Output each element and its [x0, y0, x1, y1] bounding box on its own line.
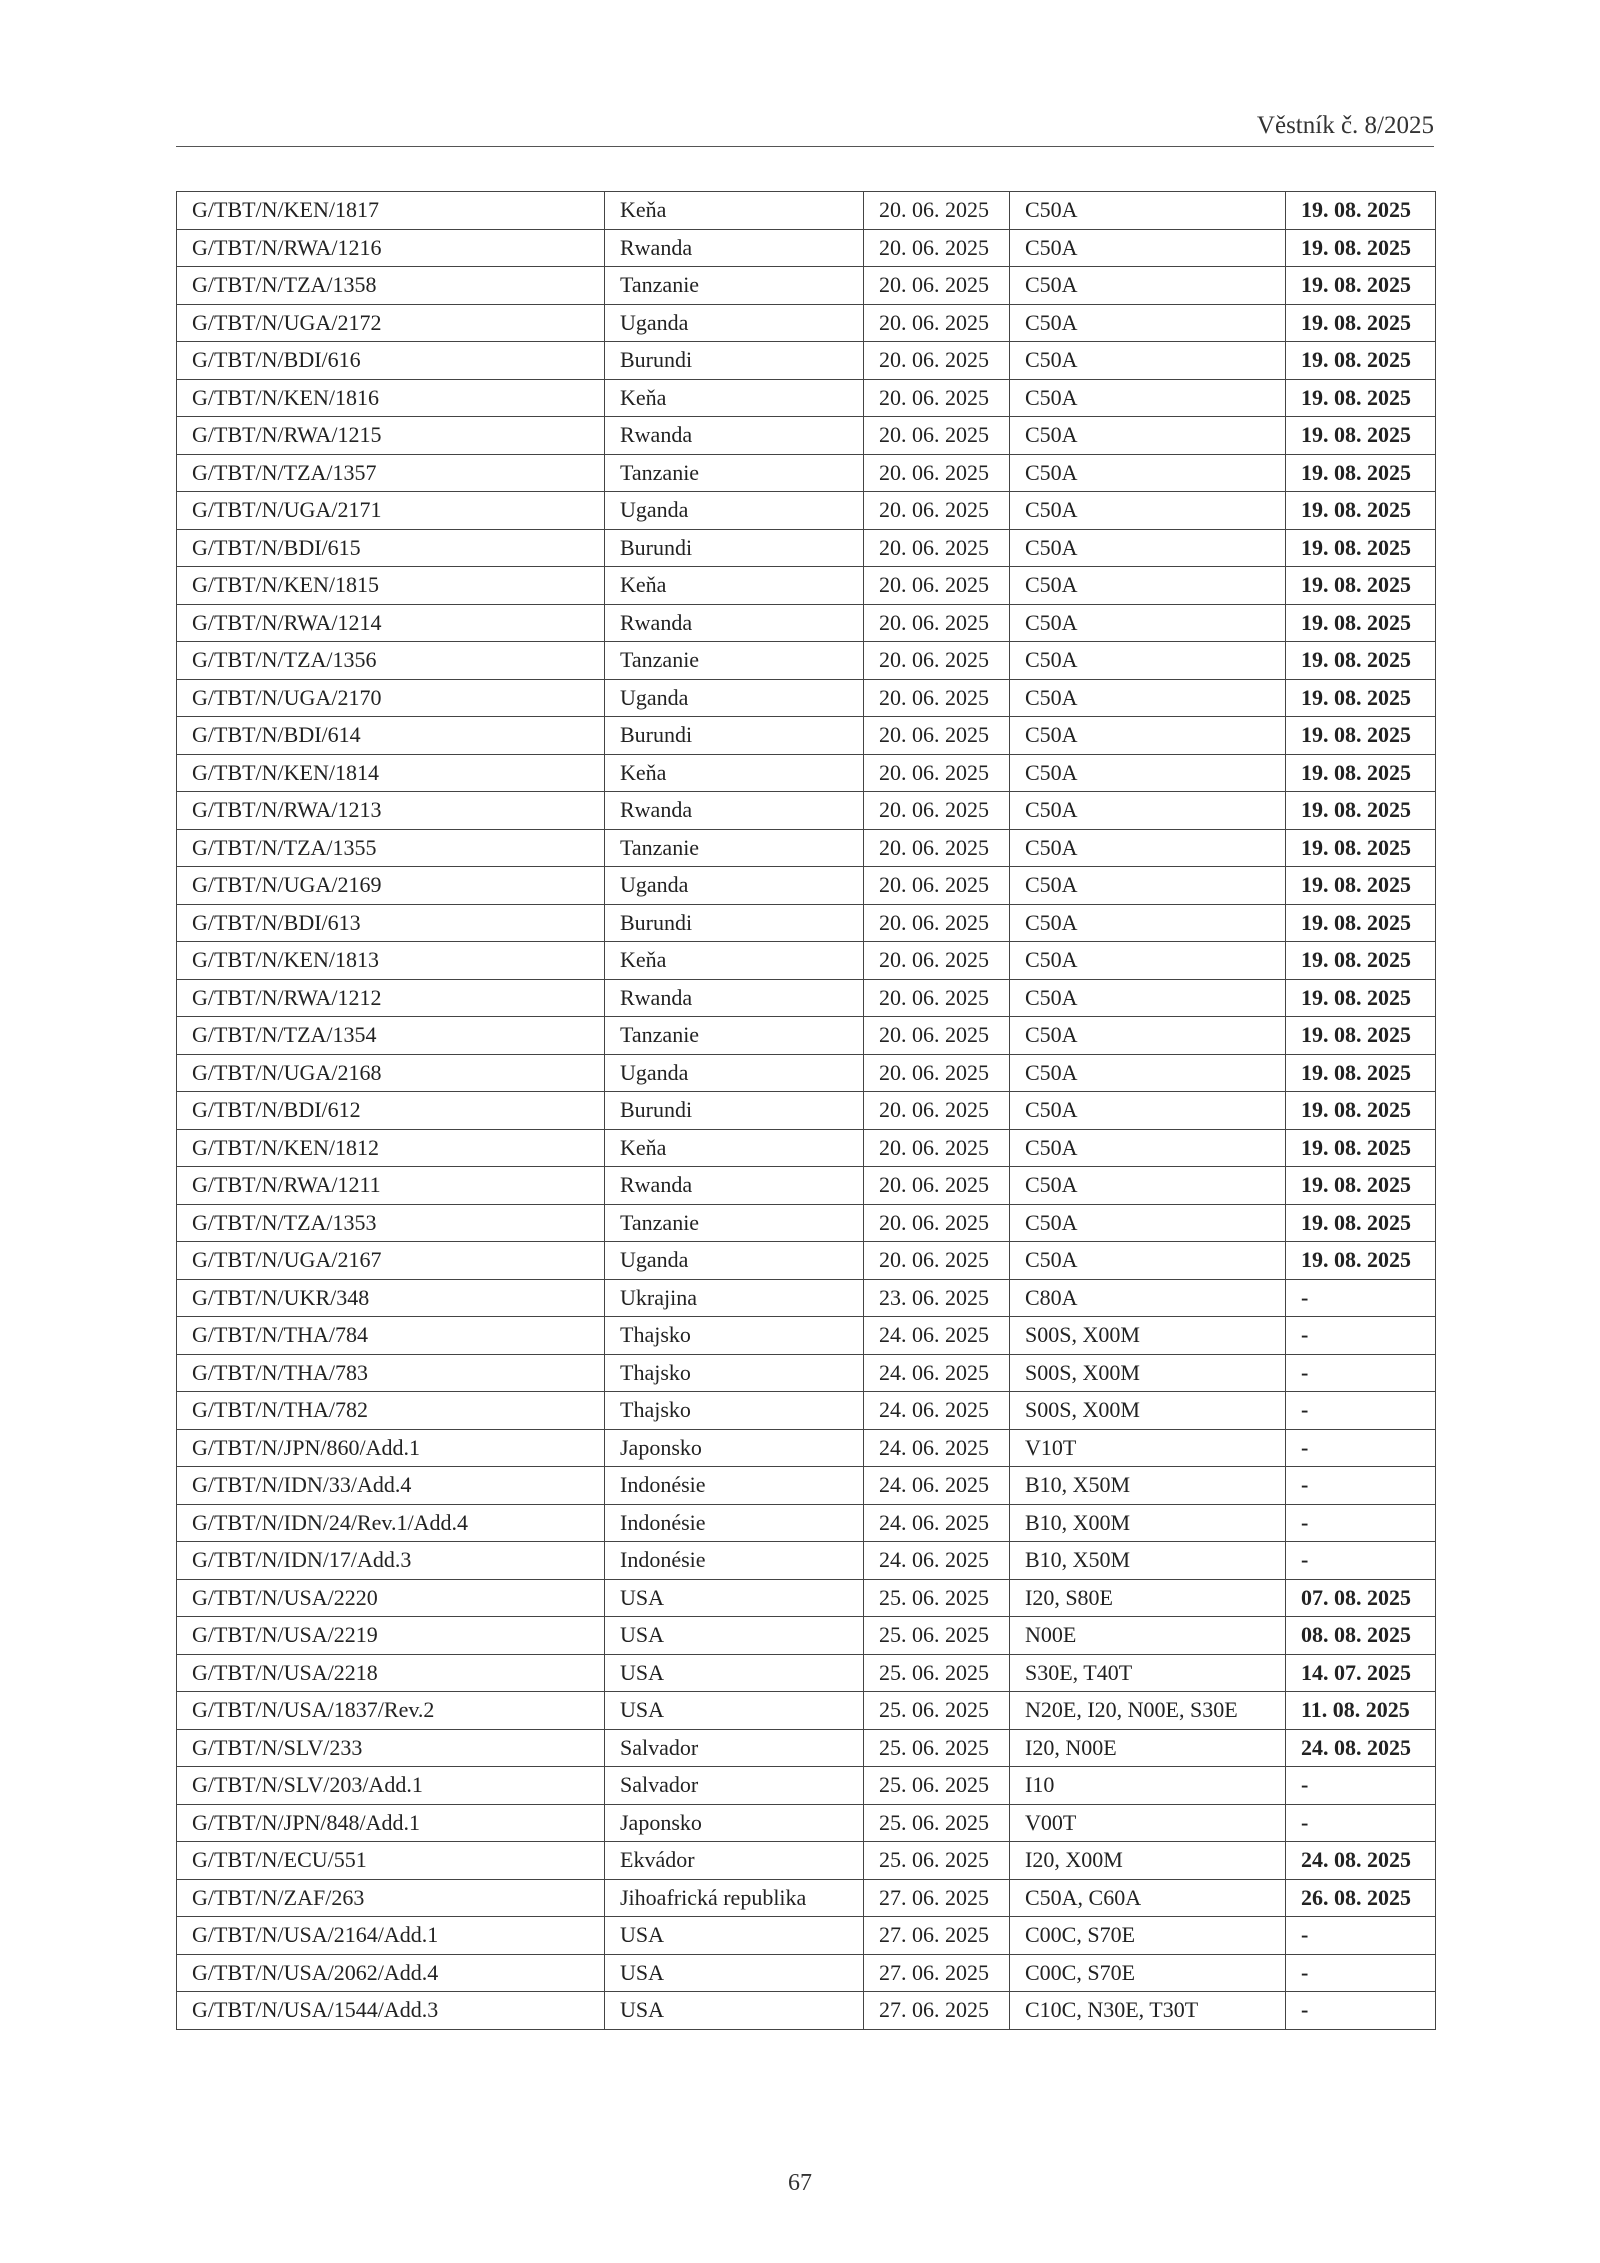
country-cell: Uganda	[605, 867, 864, 905]
table-row	[177, 604, 1436, 642]
code-cell: I20, X00M	[1010, 1842, 1286, 1880]
country-cell: Tanzanie	[605, 1204, 864, 1242]
deadline-cell: 19. 08. 2025	[1286, 454, 1436, 492]
country-cell: Uganda	[605, 679, 864, 717]
table-row	[177, 1092, 1436, 1130]
country-cell: Burundi	[605, 342, 864, 380]
deadline-cell: 11. 08. 2025	[1286, 1692, 1436, 1730]
country-cell: USA	[605, 1692, 864, 1730]
notification-id-cell: G/TBT/N/JPN/848/Add.1	[177, 1804, 605, 1842]
date-cell: 24. 06. 2025	[864, 1392, 1010, 1430]
date-cell: 20. 06. 2025	[864, 379, 1010, 417]
country-cell: USA	[605, 1954, 864, 1992]
country-cell: Keňa	[605, 379, 864, 417]
table-row	[177, 1692, 1436, 1730]
country-cell: Salvador	[605, 1729, 864, 1767]
country-cell: USA	[605, 1579, 864, 1617]
notification-id-cell: G/TBT/N/TZA/1356	[177, 642, 605, 680]
deadline-cell: -	[1286, 1804, 1436, 1842]
notification-id-cell: G/TBT/N/SLV/203/Add.1	[177, 1767, 605, 1805]
code-cell: S30E, T40T	[1010, 1654, 1286, 1692]
notification-id-cell: G/TBT/N/TZA/1353	[177, 1204, 605, 1242]
notification-id-cell: G/TBT/N/USA/2164/Add.1	[177, 1917, 605, 1955]
country-cell: Keňa	[605, 1129, 864, 1167]
deadline-cell: -	[1286, 1542, 1436, 1580]
notification-id-cell: G/TBT/N/RWA/1211	[177, 1167, 605, 1205]
deadline-cell: -	[1286, 1504, 1436, 1542]
date-cell: 20. 06. 2025	[864, 1242, 1010, 1280]
notification-id-cell: G/TBT/N/RWA/1216	[177, 229, 605, 267]
table-row	[177, 1279, 1436, 1317]
table-row	[177, 1504, 1436, 1542]
table-row	[177, 1954, 1436, 1992]
deadline-cell: -	[1286, 1429, 1436, 1467]
country-cell: Tanzanie	[605, 642, 864, 680]
date-cell: 24. 06. 2025	[864, 1317, 1010, 1355]
notification-id-cell: G/TBT/N/IDN/17/Add.3	[177, 1542, 605, 1580]
date-cell: 27. 06. 2025	[864, 1992, 1010, 2030]
country-cell: Japonsko	[605, 1429, 864, 1467]
country-cell: Ekvádor	[605, 1842, 864, 1880]
date-cell: 25. 06. 2025	[864, 1804, 1010, 1842]
deadline-cell: 19. 08. 2025	[1286, 792, 1436, 830]
code-cell: C50A	[1010, 979, 1286, 1017]
deadline-cell: 19. 08. 2025	[1286, 1242, 1436, 1280]
deadline-cell: 19. 08. 2025	[1286, 829, 1436, 867]
country-cell: Salvador	[605, 1767, 864, 1805]
deadline-cell: 19. 08. 2025	[1286, 1054, 1436, 1092]
notification-id-cell: G/TBT/N/TZA/1357	[177, 454, 605, 492]
country-cell: Uganda	[605, 492, 864, 530]
country-cell: Burundi	[605, 717, 864, 755]
code-cell: C50A	[1010, 754, 1286, 792]
date-cell: 24. 06. 2025	[864, 1504, 1010, 1542]
table-row	[177, 417, 1436, 455]
deadline-cell: 19. 08. 2025	[1286, 379, 1436, 417]
date-cell: 27. 06. 2025	[864, 1917, 1010, 1955]
date-cell: 25. 06. 2025	[864, 1654, 1010, 1692]
date-cell: 25. 06. 2025	[864, 1842, 1010, 1880]
code-cell: C50A	[1010, 342, 1286, 380]
country-cell: Keňa	[605, 754, 864, 792]
table-row	[177, 1767, 1436, 1805]
table-row	[177, 1204, 1436, 1242]
table-row	[177, 1879, 1436, 1917]
deadline-cell: -	[1286, 1392, 1436, 1430]
country-cell: Tanzanie	[605, 1017, 864, 1055]
code-cell: C50A	[1010, 1054, 1286, 1092]
table-row	[177, 754, 1436, 792]
notification-id-cell: G/TBT/N/KEN/1815	[177, 567, 605, 605]
date-cell: 20. 06. 2025	[864, 1167, 1010, 1205]
date-cell: 20. 06. 2025	[864, 567, 1010, 605]
date-cell: 25. 06. 2025	[864, 1579, 1010, 1617]
country-cell: Rwanda	[605, 229, 864, 267]
deadline-cell: 26. 08. 2025	[1286, 1879, 1436, 1917]
code-cell: C50A	[1010, 829, 1286, 867]
deadline-cell: 19. 08. 2025	[1286, 679, 1436, 717]
table-row	[177, 829, 1436, 867]
date-cell: 23. 06. 2025	[864, 1279, 1010, 1317]
code-cell: C50A	[1010, 717, 1286, 755]
notification-id-cell: G/TBT/N/BDI/614	[177, 717, 605, 755]
table-row	[177, 1392, 1436, 1430]
page-header	[176, 110, 1434, 147]
deadline-cell: 19. 08. 2025	[1286, 642, 1436, 680]
notification-id-cell: G/TBT/N/TZA/1354	[177, 1017, 605, 1055]
notification-id-cell: G/TBT/N/RWA/1215	[177, 417, 605, 455]
notification-id-cell: G/TBT/N/THA/783	[177, 1354, 605, 1392]
notification-id-cell: G/TBT/N/UGA/2170	[177, 679, 605, 717]
notification-id-cell: G/TBT/N/BDI/616	[177, 342, 605, 380]
country-cell: Uganda	[605, 304, 864, 342]
country-cell: Tanzanie	[605, 829, 864, 867]
table-row	[177, 1317, 1436, 1355]
country-cell: Ukrajina	[605, 1279, 864, 1317]
code-cell: C50A	[1010, 567, 1286, 605]
deadline-cell: -	[1286, 1767, 1436, 1805]
notification-id-cell: G/TBT/N/UGA/2172	[177, 304, 605, 342]
deadline-cell: 19. 08. 2025	[1286, 417, 1436, 455]
notification-id-cell: G/TBT/N/JPN/860/Add.1	[177, 1429, 605, 1467]
table-row	[177, 642, 1436, 680]
date-cell: 20. 06. 2025	[864, 1204, 1010, 1242]
notification-id-cell: G/TBT/N/KEN/1813	[177, 942, 605, 980]
date-cell: 20. 06. 2025	[864, 979, 1010, 1017]
date-cell: 20. 06. 2025	[864, 417, 1010, 455]
date-cell: 25. 06. 2025	[864, 1767, 1010, 1805]
code-cell: C50A	[1010, 304, 1286, 342]
code-cell: C50A, C60A	[1010, 1879, 1286, 1917]
table-row	[177, 379, 1436, 417]
notification-id-cell: G/TBT/N/KEN/1812	[177, 1129, 605, 1167]
notification-id-cell: G/TBT/N/BDI/615	[177, 529, 605, 567]
country-cell: Indonésie	[605, 1504, 864, 1542]
code-cell: C50A	[1010, 904, 1286, 942]
deadline-cell: -	[1286, 1354, 1436, 1392]
country-cell: Indonésie	[605, 1542, 864, 1580]
code-cell: C50A	[1010, 1017, 1286, 1055]
notification-id-cell: G/TBT/N/ECU/551	[177, 1842, 605, 1880]
deadline-cell: 19. 08. 2025	[1286, 492, 1436, 530]
notification-id-cell: G/TBT/N/USA/2219	[177, 1617, 605, 1655]
notification-id-cell: G/TBT/N/USA/2062/Add.4	[177, 1954, 605, 1992]
bulletin-title: Věstník č. 8/2025	[1256, 112, 1434, 139]
notification-id-cell: G/TBT/N/UGA/2171	[177, 492, 605, 530]
code-cell: I20, S80E	[1010, 1579, 1286, 1617]
country-cell: USA	[605, 1654, 864, 1692]
date-cell: 27. 06. 2025	[864, 1879, 1010, 1917]
date-cell: 24. 06. 2025	[864, 1542, 1010, 1580]
date-cell: 24. 06. 2025	[864, 1429, 1010, 1467]
table-row	[177, 679, 1436, 717]
date-cell: 20. 06. 2025	[864, 829, 1010, 867]
code-cell: N20E, I20, N00E, S30E	[1010, 1692, 1286, 1730]
deadline-cell: -	[1286, 1279, 1436, 1317]
table-row	[177, 1167, 1436, 1205]
page-number: 67	[788, 2170, 812, 2196]
table-row	[177, 492, 1436, 530]
notification-id-cell: G/TBT/N/USA/1544/Add.3	[177, 1992, 605, 2030]
code-cell: C50A	[1010, 379, 1286, 417]
country-cell: Tanzanie	[605, 454, 864, 492]
code-cell: C80A	[1010, 1279, 1286, 1317]
date-cell: 20. 06. 2025	[864, 304, 1010, 342]
date-cell: 25. 06. 2025	[864, 1617, 1010, 1655]
date-cell: 20. 06. 2025	[864, 1054, 1010, 1092]
country-cell: Keňa	[605, 567, 864, 605]
notification-id-cell: G/TBT/N/KEN/1817	[177, 192, 605, 230]
table-row	[177, 342, 1436, 380]
table-row	[177, 192, 1436, 230]
deadline-cell: 19. 08. 2025	[1286, 342, 1436, 380]
table-row	[177, 1054, 1436, 1092]
code-cell: S00S, X00M	[1010, 1317, 1286, 1355]
notification-id-cell: G/TBT/N/RWA/1212	[177, 979, 605, 1017]
notification-id-cell: G/TBT/N/BDI/612	[177, 1092, 605, 1130]
deadline-cell: 14. 07. 2025	[1286, 1654, 1436, 1692]
code-cell: C50A	[1010, 1242, 1286, 1280]
notification-id-cell: G/TBT/N/RWA/1213	[177, 792, 605, 830]
deadline-cell: 19. 08. 2025	[1286, 979, 1436, 1017]
deadline-cell: 19. 08. 2025	[1286, 867, 1436, 905]
code-cell: C50A	[1010, 1167, 1286, 1205]
deadline-cell: 19. 08. 2025	[1286, 567, 1436, 605]
country-cell: USA	[605, 1617, 864, 1655]
deadline-cell: 07. 08. 2025	[1286, 1579, 1436, 1617]
date-cell: 20. 06. 2025	[864, 942, 1010, 980]
date-cell: 20. 06. 2025	[864, 792, 1010, 830]
date-cell: 20. 06. 2025	[864, 642, 1010, 680]
date-cell: 20. 06. 2025	[864, 192, 1010, 230]
country-cell: USA	[605, 1917, 864, 1955]
table-row	[177, 529, 1436, 567]
notification-id-cell: G/TBT/N/SLV/233	[177, 1729, 605, 1767]
table-row	[177, 1467, 1436, 1505]
deadline-cell: 19. 08. 2025	[1286, 1167, 1436, 1205]
country-cell: Burundi	[605, 529, 864, 567]
code-cell: C50A	[1010, 642, 1286, 680]
country-cell: Uganda	[605, 1054, 864, 1092]
date-cell: 25. 06. 2025	[864, 1729, 1010, 1767]
code-cell: B10, X00M	[1010, 1504, 1286, 1542]
notification-id-cell: G/TBT/N/ZAF/263	[177, 1879, 605, 1917]
deadline-cell: 19. 08. 2025	[1286, 229, 1436, 267]
table-row	[177, 1842, 1436, 1880]
table-row	[177, 304, 1436, 342]
country-cell: Thajsko	[605, 1354, 864, 1392]
country-cell: Rwanda	[605, 792, 864, 830]
code-cell: S00S, X00M	[1010, 1354, 1286, 1392]
deadline-cell: -	[1286, 1467, 1436, 1505]
notification-id-cell: G/TBT/N/THA/784	[177, 1317, 605, 1355]
code-cell: C50A	[1010, 229, 1286, 267]
code-cell: C50A	[1010, 867, 1286, 905]
deadline-cell: 19. 08. 2025	[1286, 717, 1436, 755]
notification-id-cell: G/TBT/N/RWA/1214	[177, 604, 605, 642]
code-cell: B10, X50M	[1010, 1542, 1286, 1580]
deadline-cell: 19. 08. 2025	[1286, 604, 1436, 642]
notification-id-cell: G/TBT/N/IDN/33/Add.4	[177, 1467, 605, 1505]
table-row	[177, 1917, 1436, 1955]
table-row	[177, 942, 1436, 980]
code-cell: C50A	[1010, 679, 1286, 717]
code-cell: C10C, N30E, T30T	[1010, 1992, 1286, 2030]
country-cell: Japonsko	[605, 1804, 864, 1842]
table-row	[177, 1729, 1436, 1767]
date-cell: 20. 06. 2025	[864, 454, 1010, 492]
date-cell: 20. 06. 2025	[864, 679, 1010, 717]
deadline-cell: 19. 08. 2025	[1286, 529, 1436, 567]
code-cell: C50A	[1010, 1204, 1286, 1242]
table-row	[177, 1804, 1436, 1842]
code-cell: V00T	[1010, 1804, 1286, 1842]
country-cell: Rwanda	[605, 1167, 864, 1205]
date-cell: 20. 06. 2025	[864, 867, 1010, 905]
date-cell: 20. 06. 2025	[864, 1092, 1010, 1130]
deadline-cell: 19. 08. 2025	[1286, 1017, 1436, 1055]
code-cell: C50A	[1010, 454, 1286, 492]
notification-id-cell: G/TBT/N/BDI/613	[177, 904, 605, 942]
date-cell: 20. 06. 2025	[864, 492, 1010, 530]
code-cell: I10	[1010, 1767, 1286, 1805]
table-row	[177, 454, 1436, 492]
notification-id-cell: G/TBT/N/UGA/2167	[177, 1242, 605, 1280]
notification-id-cell: G/TBT/N/IDN/24/Rev.1/Add.4	[177, 1504, 605, 1542]
notification-id-cell: G/TBT/N/TZA/1355	[177, 829, 605, 867]
deadline-cell: 19. 08. 2025	[1286, 192, 1436, 230]
table-row	[177, 867, 1436, 905]
code-cell: C50A	[1010, 492, 1286, 530]
date-cell: 20. 06. 2025	[864, 267, 1010, 305]
country-cell: Indonésie	[605, 1467, 864, 1505]
country-cell: Rwanda	[605, 604, 864, 642]
date-cell: 25. 06. 2025	[864, 1692, 1010, 1730]
country-cell: Uganda	[605, 1242, 864, 1280]
deadline-cell: 08. 08. 2025	[1286, 1617, 1436, 1655]
table-row	[177, 1354, 1436, 1392]
notification-id-cell: G/TBT/N/KEN/1816	[177, 379, 605, 417]
code-cell: C50A	[1010, 1092, 1286, 1130]
table-row	[177, 1654, 1436, 1692]
date-cell: 24. 06. 2025	[864, 1354, 1010, 1392]
table-row	[177, 1579, 1436, 1617]
notification-id-cell: G/TBT/N/TZA/1358	[177, 267, 605, 305]
deadline-cell: 19. 08. 2025	[1286, 754, 1436, 792]
date-cell: 20. 06. 2025	[864, 229, 1010, 267]
table-body	[177, 192, 1436, 2030]
notification-id-cell: G/TBT/N/KEN/1814	[177, 754, 605, 792]
country-cell: Keňa	[605, 192, 864, 230]
code-cell: C50A	[1010, 1129, 1286, 1167]
table-row	[177, 229, 1436, 267]
code-cell: C50A	[1010, 792, 1286, 830]
country-cell: Keňa	[605, 942, 864, 980]
country-cell: Thajsko	[605, 1317, 864, 1355]
code-cell: N00E	[1010, 1617, 1286, 1655]
table-row	[177, 1992, 1436, 2030]
code-cell: C00C, S70E	[1010, 1954, 1286, 1992]
code-cell: C50A	[1010, 604, 1286, 642]
code-cell: V10T	[1010, 1429, 1286, 1467]
date-cell: 20. 06. 2025	[864, 1129, 1010, 1167]
country-cell: Rwanda	[605, 417, 864, 455]
table-row	[177, 904, 1436, 942]
date-cell: 20. 06. 2025	[864, 904, 1010, 942]
date-cell: 20. 06. 2025	[864, 342, 1010, 380]
code-cell: C50A	[1010, 417, 1286, 455]
table-row	[177, 1429, 1436, 1467]
country-cell: Jihoafrická republika	[605, 1879, 864, 1917]
deadline-cell: 24. 08. 2025	[1286, 1842, 1436, 1880]
date-cell: 20. 06. 2025	[864, 604, 1010, 642]
country-cell: USA	[605, 1992, 864, 2030]
deadline-cell: 19. 08. 2025	[1286, 267, 1436, 305]
notification-id-cell: G/TBT/N/UGA/2169	[177, 867, 605, 905]
country-cell: Burundi	[605, 904, 864, 942]
deadline-cell: 19. 08. 2025	[1286, 304, 1436, 342]
notification-id-cell: G/TBT/N/UKR/348	[177, 1279, 605, 1317]
date-cell: 24. 06. 2025	[864, 1467, 1010, 1505]
code-cell: S00S, X00M	[1010, 1392, 1286, 1430]
notification-id-cell: G/TBT/N/USA/1837/Rev.2	[177, 1692, 605, 1730]
date-cell: 20. 06. 2025	[864, 1017, 1010, 1055]
date-cell: 27. 06. 2025	[864, 1954, 1010, 1992]
notification-id-cell: G/TBT/N/USA/2220	[177, 1579, 605, 1617]
notification-id-cell: G/TBT/N/UGA/2168	[177, 1054, 605, 1092]
deadline-cell: 19. 08. 2025	[1286, 1204, 1436, 1242]
date-cell: 20. 06. 2025	[864, 529, 1010, 567]
table-row	[177, 267, 1436, 305]
deadline-cell: -	[1286, 1917, 1436, 1955]
table-row	[177, 1242, 1436, 1280]
notifications-table	[176, 191, 1436, 2030]
date-cell: 20. 06. 2025	[864, 717, 1010, 755]
notification-id-cell: G/TBT/N/USA/2218	[177, 1654, 605, 1692]
deadline-cell: -	[1286, 1317, 1436, 1355]
code-cell: C50A	[1010, 942, 1286, 980]
country-cell: Thajsko	[605, 1392, 864, 1430]
country-cell: Tanzanie	[605, 267, 864, 305]
notification-id-cell: G/TBT/N/THA/782	[177, 1392, 605, 1430]
table-row	[177, 792, 1436, 830]
table-row	[177, 1129, 1436, 1167]
code-cell: C00C, S70E	[1010, 1917, 1286, 1955]
country-cell: Burundi	[605, 1092, 864, 1130]
code-cell: C50A	[1010, 192, 1286, 230]
deadline-cell: 19. 08. 2025	[1286, 1092, 1436, 1130]
code-cell: C50A	[1010, 529, 1286, 567]
table-row	[177, 1542, 1436, 1580]
deadline-cell: 19. 08. 2025	[1286, 942, 1436, 980]
country-cell: Rwanda	[605, 979, 864, 1017]
table-row	[177, 1617, 1436, 1655]
table-row	[177, 717, 1436, 755]
deadline-cell: 19. 08. 2025	[1286, 1129, 1436, 1167]
table-row	[177, 1017, 1436, 1055]
code-cell: I20, N00E	[1010, 1729, 1286, 1767]
code-cell: B10, X50M	[1010, 1467, 1286, 1505]
deadline-cell: 19. 08. 2025	[1286, 904, 1436, 942]
deadline-cell: -	[1286, 1992, 1436, 2030]
table-row	[177, 979, 1436, 1017]
date-cell: 20. 06. 2025	[864, 754, 1010, 792]
table-row	[177, 567, 1436, 605]
code-cell: C50A	[1010, 267, 1286, 305]
deadline-cell: -	[1286, 1954, 1436, 1992]
deadline-cell: 24. 08. 2025	[1286, 1729, 1436, 1767]
